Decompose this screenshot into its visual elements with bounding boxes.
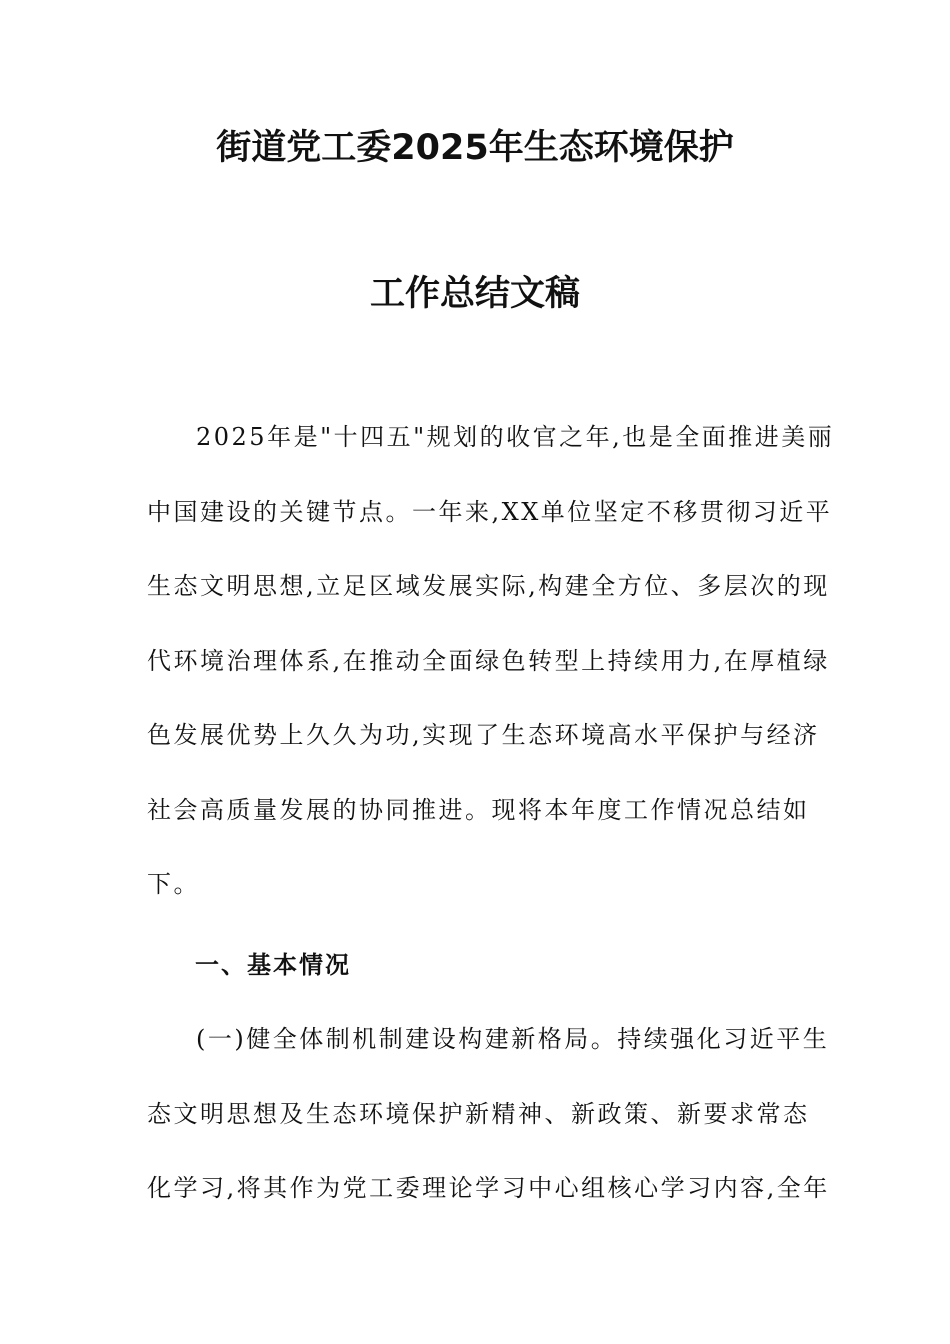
paragraph-line: 色发展优势上久久为功,实现了生态环境高水平保护与经济: [147, 721, 820, 749]
intro-paragraph: [147, 400, 835, 922]
paragraph-line: 生态文明思想,立足区域发展实际,构建全方位、多层次的现: [147, 572, 830, 600]
paragraph-line: 2025年是"十四五"规划的收官之年,也是全面推进美丽: [196, 423, 835, 451]
section1-paragraph: [147, 1002, 830, 1226]
paragraph-line: 下。: [147, 870, 200, 898]
document-title-line-1: 街道党工委2025年生态环境保护: [216, 128, 734, 168]
paragraph-line: 化学习,将其作为党工委理论学习中心组核心学习内容,全年: [147, 1174, 830, 1202]
paragraph-line: 社会高质量发展的协同推进。现将本年度工作情况总结如: [147, 795, 810, 824]
document-title-line-2: 工作总结文稿: [369, 274, 580, 314]
paragraph-line: (一)健全体制机制建设构建新格局。持续强化习近平生: [196, 1025, 830, 1053]
paragraph-line: 态文明思想及生态环境保护新精神、新政策、新要求常态: [147, 1099, 810, 1128]
paragraph-line: 代环境治理体系,在推动全面绿色转型上持续用力,在厚植绿: [147, 646, 830, 675]
section-heading-basic-situation: 一、基本情况: [195, 950, 351, 979]
paragraph-line: 中国建设的关键节点。一年来,XX单位坚定不移贯彻习近平: [147, 497, 833, 526]
